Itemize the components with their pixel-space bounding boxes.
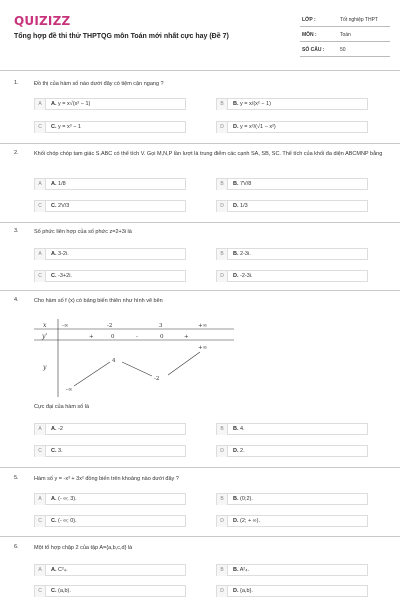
option-letter: D — [217, 586, 228, 597]
option-value: (a,b). — [58, 588, 71, 594]
y-value: +∞ — [198, 345, 208, 351]
question-number: 4. — [14, 297, 19, 303]
option-d[interactable] — [216, 445, 368, 457]
option-text — [51, 446, 63, 457]
option-letter: D — [217, 516, 228, 527]
quizizz-logo: QUIZIZZ — [14, 14, 71, 28]
option-letter: B — [217, 179, 228, 190]
option-a[interactable] — [34, 493, 186, 505]
option-b[interactable] — [216, 248, 368, 260]
derivative-sign: 0 — [160, 334, 164, 340]
option-c[interactable] — [34, 200, 186, 212]
x-value: +∞ — [198, 323, 208, 329]
option-value: 4. — [240, 426, 245, 432]
question-text: Hàm số y = -x³ + 3x² đồng biến trên khoảng nào dưới đây ? — [34, 476, 179, 482]
option-key: A. — [51, 496, 57, 502]
option-value: y = x√(x² − 1) — [58, 101, 91, 107]
option-letter: C — [35, 516, 46, 527]
option-text — [233, 201, 248, 212]
option-text — [51, 516, 77, 527]
option-text — [233, 99, 271, 110]
question-divider — [0, 143, 400, 144]
option-text — [233, 179, 251, 190]
option-a[interactable] — [34, 98, 186, 110]
option-value: 1/8 — [58, 181, 66, 187]
y-value: -∞ — [66, 387, 73, 393]
option-key: D. — [233, 203, 239, 209]
option-key: A. — [51, 426, 57, 432]
option-letter: C — [35, 446, 46, 457]
option-text — [233, 446, 245, 457]
question-6 — [14, 544, 386, 600]
option-letter: B — [217, 249, 228, 260]
variation-table — [34, 319, 234, 397]
meta-value: 50 — [340, 47, 346, 53]
option-d[interactable] — [216, 121, 368, 133]
option-c[interactable] — [34, 121, 186, 133]
decrease-arrow — [122, 362, 152, 376]
x-value: -∞ — [62, 323, 69, 329]
option-d[interactable] — [216, 585, 368, 597]
option-value: -2 — [58, 426, 63, 432]
option-key: B. — [233, 496, 239, 502]
option-key: B. — [233, 426, 239, 432]
x-value: 3 — [159, 323, 163, 329]
meta-divider — [300, 41, 390, 42]
option-value: y = x²/(√1 − x²) — [240, 124, 276, 130]
option-key: C. — [51, 124, 57, 130]
meta-divider — [300, 56, 390, 57]
question-text: Khối chóp chóp tam giác S.ABC có thể tích V. Gọi M,N,P lần lượt là trung điểm các cạnh SA, SB, SC. Thể tích của khối đa diện ABCMNP bằng — [34, 151, 383, 157]
option-key: B. — [233, 101, 239, 107]
option-value: 7V/8 — [240, 181, 252, 187]
y-label: y — [43, 364, 47, 371]
option-letter: A — [35, 494, 46, 505]
option-value: 2-3i. — [240, 251, 251, 257]
option-key: D. — [233, 588, 239, 594]
option-key: B. — [233, 567, 239, 573]
header-divider — [0, 70, 400, 71]
question-text: Số phức liên hợp của số phức z=2+3i là — [34, 229, 132, 235]
option-value: (2; + ∞). — [240, 518, 260, 524]
option-a[interactable] — [34, 423, 186, 435]
option-value: 2V/3 — [58, 203, 70, 209]
option-key: D. — [233, 448, 239, 454]
option-b[interactable] — [216, 564, 368, 576]
option-key: C. — [51, 588, 57, 594]
option-value: 1/3 — [240, 203, 248, 209]
page-title: Tổng hợp đề thi thử THPTQG môn Toán mới nhất cực hay (Đề 7) — [14, 33, 229, 40]
option-text — [51, 424, 63, 435]
question-divider — [0, 222, 400, 223]
option-value: -2-3i. — [240, 273, 253, 279]
question-text: Cho hàm số f (x) có bảng biến thiên như hình vẽ bên — [34, 298, 163, 304]
option-d[interactable] — [216, 515, 368, 527]
increase-arrow — [168, 352, 200, 375]
option-value: (- ∞; 0). — [58, 518, 77, 524]
option-text — [233, 516, 260, 527]
option-letter: A — [35, 565, 46, 576]
question-divider — [0, 290, 400, 291]
option-c[interactable] — [34, 585, 186, 597]
option-letter: D — [217, 201, 228, 212]
y-value: -2 — [154, 376, 160, 382]
question-text: Đồ thị của hàm số nào dưới đây có tiệm cận ngang ? — [34, 81, 164, 87]
question-3 — [14, 228, 386, 288]
question-number: 2. — [14, 150, 19, 156]
derivative-sign: 0 — [111, 334, 115, 340]
question-1 — [14, 80, 386, 140]
question-divider — [0, 467, 400, 468]
question-2 — [14, 150, 386, 220]
derivative-sign: - — [136, 334, 138, 340]
option-text — [51, 122, 81, 133]
option-key: A. — [51, 101, 57, 107]
option-letter: D — [217, 271, 228, 282]
option-text — [233, 249, 251, 260]
meta-label: SỐ CÂU : — [302, 47, 325, 53]
dy-label: y' — [42, 333, 48, 340]
derivative-sign: + — [89, 334, 94, 340]
option-letter: B — [217, 424, 228, 435]
question-4 — [14, 297, 386, 467]
option-letter: A — [35, 249, 46, 260]
option-value: 2. — [240, 448, 245, 454]
meta-label: LỚP : — [302, 17, 316, 23]
option-key: B. — [233, 181, 239, 187]
option-key: A. — [51, 567, 57, 573]
question-number: 6. — [14, 544, 19, 550]
option-a[interactable] — [34, 248, 186, 260]
option-value: C²₄. — [58, 567, 68, 573]
option-letter: A — [35, 99, 46, 110]
option-text — [51, 201, 69, 212]
option-text — [233, 565, 249, 576]
option-d[interactable] — [216, 270, 368, 282]
option-letter: D — [217, 122, 228, 133]
option-text — [233, 424, 245, 435]
option-key: D. — [233, 124, 239, 130]
option-value: (- ∞; 3). — [58, 496, 77, 502]
option-value: y = x/(x² − 1) — [240, 101, 271, 107]
option-letter: B — [217, 99, 228, 110]
option-key: C. — [51, 273, 57, 279]
option-b[interactable] — [216, 98, 368, 110]
option-value: (0;2). — [240, 496, 253, 502]
option-letter: C — [35, 586, 46, 597]
option-letter: A — [35, 424, 46, 435]
option-letter: C — [35, 271, 46, 282]
question-number: 5. — [14, 475, 19, 481]
option-c[interactable] — [34, 445, 186, 457]
question-subtext: Cực đại của hàm số là — [34, 404, 90, 410]
option-b[interactable] — [216, 423, 368, 435]
option-text — [51, 99, 90, 110]
option-key: A. — [51, 251, 57, 257]
option-a[interactable] — [34, 564, 186, 576]
question-text: Một tổ hợp chập 2 của tập A={a,b,c,d} là — [34, 545, 133, 551]
option-text — [51, 249, 69, 260]
option-text — [51, 586, 71, 597]
option-key: C. — [51, 203, 57, 209]
y-value: 4 — [112, 358, 116, 364]
option-value: 3-2i. — [58, 251, 69, 257]
option-c[interactable] — [34, 515, 186, 527]
option-c[interactable] — [34, 270, 186, 282]
question-5 — [14, 475, 386, 535]
option-letter: B — [217, 565, 228, 576]
option-text — [233, 122, 276, 133]
question-number: 1. — [14, 80, 19, 86]
option-key: D. — [233, 273, 239, 279]
option-text — [233, 494, 253, 505]
option-letter: A — [35, 179, 46, 190]
option-key: A. — [51, 181, 57, 187]
option-letter: D — [217, 446, 228, 457]
option-letter: C — [35, 122, 46, 133]
option-value: y = x³ − 1 — [58, 124, 81, 130]
meta-divider — [300, 26, 390, 27]
option-d[interactable] — [216, 200, 368, 212]
option-text — [51, 494, 77, 505]
option-text — [51, 565, 68, 576]
option-text — [51, 179, 66, 190]
option-key: C. — [51, 518, 57, 524]
option-key: C. — [51, 448, 57, 454]
derivative-sign: + — [184, 334, 189, 340]
meta-value: Toán — [340, 32, 351, 38]
option-a[interactable] — [34, 178, 186, 190]
option-value: A²₄. — [239, 567, 250, 573]
option-b[interactable] — [216, 178, 368, 190]
meta-value: Tốt nghiệp THPT — [340, 17, 378, 23]
option-text — [233, 271, 253, 282]
meta-label: MÔN : — [302, 32, 317, 38]
option-b[interactable] — [216, 493, 368, 505]
option-key: D. — [233, 518, 239, 524]
option-text — [51, 271, 72, 282]
option-letter: B — [217, 494, 228, 505]
option-value: 3. — [58, 448, 63, 454]
option-value: {a,b}. — [240, 588, 253, 594]
page-header — [0, 0, 400, 68]
option-letter: C — [35, 201, 46, 212]
x-label: x — [43, 322, 47, 329]
option-value: -3+2i. — [58, 273, 72, 279]
increase-arrow — [74, 362, 110, 386]
question-number: 3. — [14, 228, 19, 234]
option-key: B. — [233, 251, 239, 257]
option-text — [233, 586, 253, 597]
question-divider — [0, 536, 400, 537]
x-value: -2 — [107, 323, 113, 329]
